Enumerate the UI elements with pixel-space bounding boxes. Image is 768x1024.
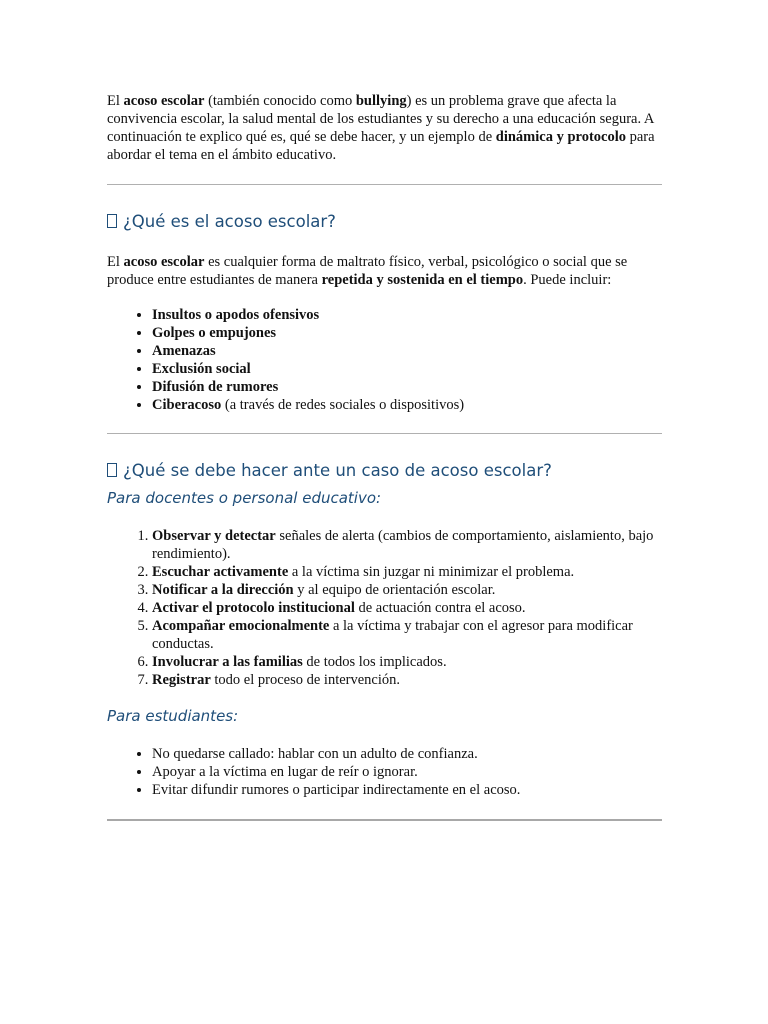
list-item	[152, 617, 662, 653]
list-item-bold: Involucrar a las familias	[152, 654, 303, 670]
section1-bold: repetida y sostenida en el tiempo	[321, 272, 524, 288]
intro-paragraph	[107, 92, 662, 164]
list-item-bold: Ciberacoso	[152, 397, 222, 413]
section1-bold: acoso escolar	[123, 254, 205, 270]
list-item-bold: Amenazas	[152, 343, 216, 359]
students-subheading: Para estudiantes:	[107, 707, 239, 725]
list-item	[152, 653, 662, 671]
list-item-text: (a través de redes sociales o dispositivos)	[221, 397, 465, 413]
list-item-text: y al equipo de orientación escolar.	[293, 582, 496, 598]
list-item-bold: Registrar	[152, 672, 211, 688]
intro-text: (también conocido como	[204, 93, 356, 109]
list-item-text: señales de alerta (cambios de comportamiento, aislamiento, bajo rendimiento).	[152, 528, 654, 562]
divider	[107, 819, 662, 821]
section1-text: es cualquier forma de maltrato físico, verbal, psicológico o social que se produce entre estudiantes de manera	[107, 254, 628, 288]
teachers-steps-list	[107, 527, 662, 689]
section1-heading	[107, 211, 662, 233]
list-item	[152, 599, 662, 617]
list-item	[152, 563, 662, 581]
list-item-bold: Exclusión social	[152, 361, 251, 377]
document-page	[107, 92, 662, 821]
list-item-text: todo el proceso de intervención.	[210, 672, 401, 688]
list-item-bold: Observar y detectar	[152, 528, 276, 544]
list-item-bold: Activar el protocolo institucional	[152, 600, 355, 616]
list-item	[152, 378, 662, 396]
missing-glyph-icon	[107, 214, 117, 228]
missing-glyph-icon	[107, 463, 117, 477]
list-item	[152, 306, 662, 324]
list-item-bold: Golpes o empujones	[152, 325, 277, 341]
bullying-types-list	[107, 306, 662, 414]
section1-title: ¿Qué es el acoso escolar?	[123, 212, 336, 231]
intro-text: para abordar el tema en el ámbito educativo.	[107, 129, 655, 163]
list-item	[152, 324, 662, 342]
list-item-text: a la víctima sin juzgar ni minimizar el problema.	[288, 564, 575, 580]
list-item: • Apoyar a la víctima en lugar de reír o ignorar.	[152, 763, 662, 781]
list-item	[152, 671, 662, 689]
list-item-bold: Notificar a la dirección	[152, 582, 294, 598]
teachers-subheading: Para docentes o personal educativo:	[107, 489, 382, 507]
intro-bold-acoso: acoso escolar	[123, 93, 205, 109]
intro-text: El	[107, 93, 124, 109]
list-item-text: de todos los implicados.	[302, 654, 447, 670]
list-item: • No quedarse callado: hablar con un adulto de confianza.	[152, 745, 662, 763]
list-item-text: de actuación contra el acoso.	[354, 600, 526, 616]
list-item	[152, 396, 662, 414]
section1-paragraph	[107, 253, 662, 289]
intro-bold-bullying: bullying	[355, 93, 407, 109]
intro-text: ) es un problema grave que afecta la convivencia escolar, la salud mental de los estudiantes y su derecho a una educación segura. A continuación te explico qué es, qué se debe hacer, y un ejemplo de	[107, 93, 654, 145]
section1-text: . Puede incluir:	[523, 272, 612, 288]
list-item-text: a la víctima y trabajar con el agresor para modificar conductas.	[152, 618, 633, 652]
list-item	[152, 342, 662, 360]
intro-bold-dinamica: dinámica y protocolo	[495, 129, 626, 145]
list-item-bold: Difusión de rumores	[152, 379, 279, 395]
list-item	[152, 581, 662, 599]
section2-title: ¿Qué se debe hacer ante un caso de acoso escolar?	[123, 461, 552, 480]
section2-heading	[107, 460, 662, 482]
list-item-bold: Acompañar emocionalmente	[152, 618, 330, 634]
section1-text: El	[107, 254, 124, 270]
students-list	[107, 745, 662, 799]
list-item	[152, 360, 662, 378]
list-item	[152, 527, 662, 563]
list-item-bold: Insultos o apodos ofensivos	[152, 307, 320, 323]
list-item-bold: Escuchar activamente	[152, 564, 289, 580]
list-item: • Evitar difundir rumores o participar indirectamente en el acoso.	[152, 781, 662, 799]
